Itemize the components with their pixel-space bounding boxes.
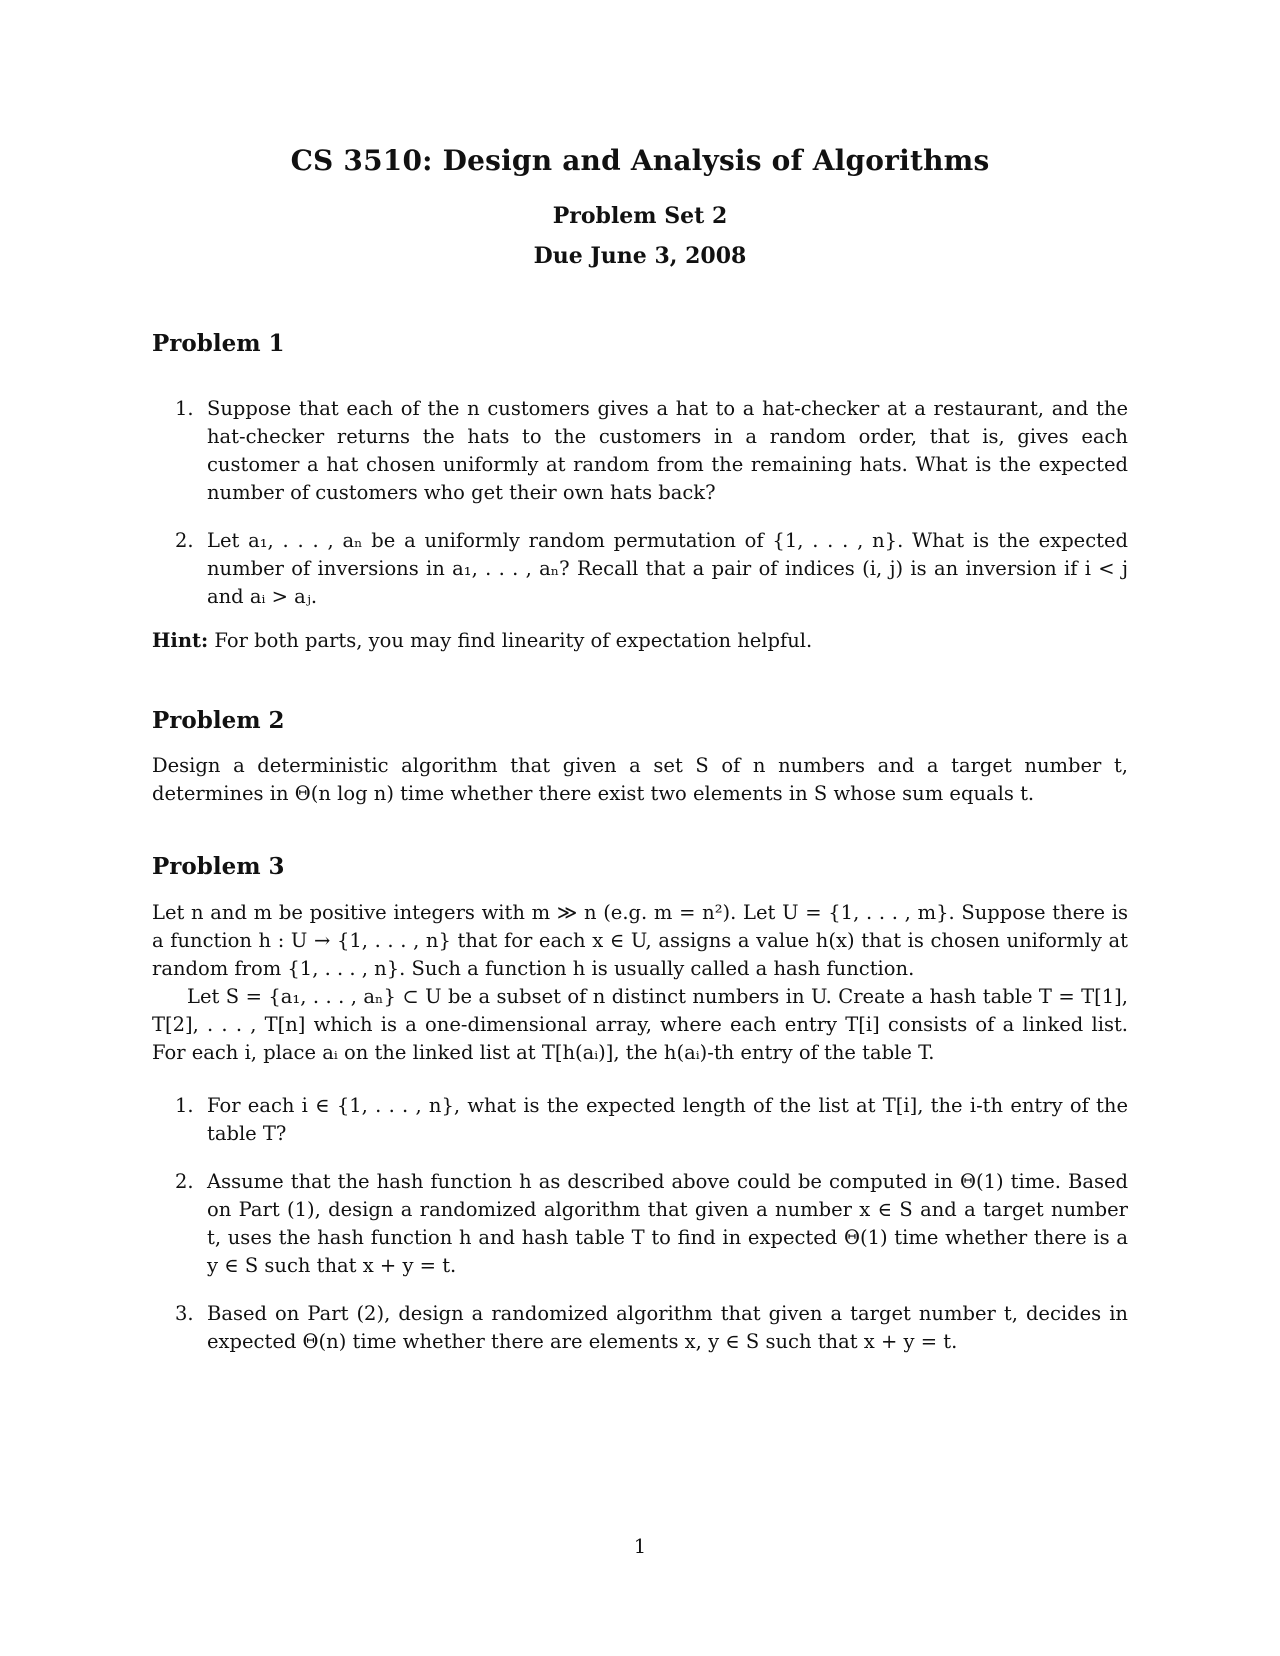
page-number: 1 (633, 1535, 647, 1558)
problem-1-heading: Problem 1 (152, 330, 285, 357)
item-text: For each i ∈ {1, . . . , n}, what is the expected length of the list at T[i], the i-th entry of the table T? (207, 1094, 1128, 1145)
hint-text: For both parts, you may find linearity of expectation helpful. (214, 629, 813, 652)
problem-1-item-2 (175, 527, 1128, 611)
course-title: CS 3510: Design and Analysis of Algorithms (290, 144, 990, 177)
problem-set-label: Problem Set 2 (552, 203, 728, 229)
item-text: Let a₁, . . . , aₙ be a uniformly random permutation of {1, . . . , n}. What is the expected number of inversions in a₁, . . . , aₙ? Recall that a pair of indices (i, j) is an inversion if i < j and aᵢ > aⱼ. (207, 529, 1128, 608)
problem-3-para-2: Let S = {a₁, . . . , aₙ} ⊂ U be a subset of n distinct numbers in U. Create a hash table T = T[1], T[2], . . . , T[n] which is a one-dimensional array, where each entry T[i] consists of a linked list. For each i, place aᵢ on the linked list at T[h(aᵢ)], the h(aᵢ)-th entry of the table T. (152, 985, 1128, 1064)
problem-3-item-2 (175, 1168, 1128, 1280)
problem-3-item-1 (175, 1092, 1128, 1148)
problem-2-text: Design a deterministic algorithm that given a set S of n numbers and a target number t, determines in Θ(n log n) time whether there exist two elements in S whose sum equals t. (152, 754, 1128, 805)
problem-3-item-3 (175, 1300, 1128, 1356)
item-number: 2. (175, 529, 194, 552)
item-text: Assume that the hash function h as described above could be computed in Θ(1) time. Based on Part (1), design a randomized algorithm that given a number x ∈ S and a target number t, uses the hash function h and hash table T to find in expected Θ(1) time whether there is a y ∈ S such that x + y = t. (207, 1170, 1128, 1277)
problem-1-item-1 (175, 395, 1128, 507)
item-number: 2. (175, 1170, 194, 1193)
problem-1-hint (152, 627, 1128, 655)
item-text: Based on Part (2), design a randomized algorithm that given a target number t, decides in expected Θ(n) time whether there are elements x, y ∈ S such that x + y = t. (207, 1302, 1128, 1353)
item-text: Suppose that each of the n customers gives a hat to a hat-checker at a restaurant, and the hat-checker returns the hats to the customers in a random order, that is, gives each customer a hat chosen uniformly at random from the remaining hats. What is the expected number of customers who get their own hats back? (207, 397, 1128, 504)
problem-2-heading: Problem 2 (152, 707, 285, 734)
item-number: 1. (175, 1094, 194, 1117)
item-number: 3. (175, 1302, 194, 1325)
problem-3-heading: Problem 3 (152, 853, 285, 880)
hint-label: Hint: (152, 629, 209, 652)
item-number: 1. (175, 397, 194, 420)
problem-3-para-1: Let n and m be positive integers with m ≫ n (e.g. m = n²). Let U = {1, . . . , m}. Suppose there is a function h : U → {1, . . . , n} that for each x ∈ U, assigns a value h(x) that is chosen uniformly at random from {1, . . . , n}. Such a function h is usually called a hash function. (152, 901, 1128, 980)
due-date: Due June 3, 2008 (533, 243, 747, 269)
